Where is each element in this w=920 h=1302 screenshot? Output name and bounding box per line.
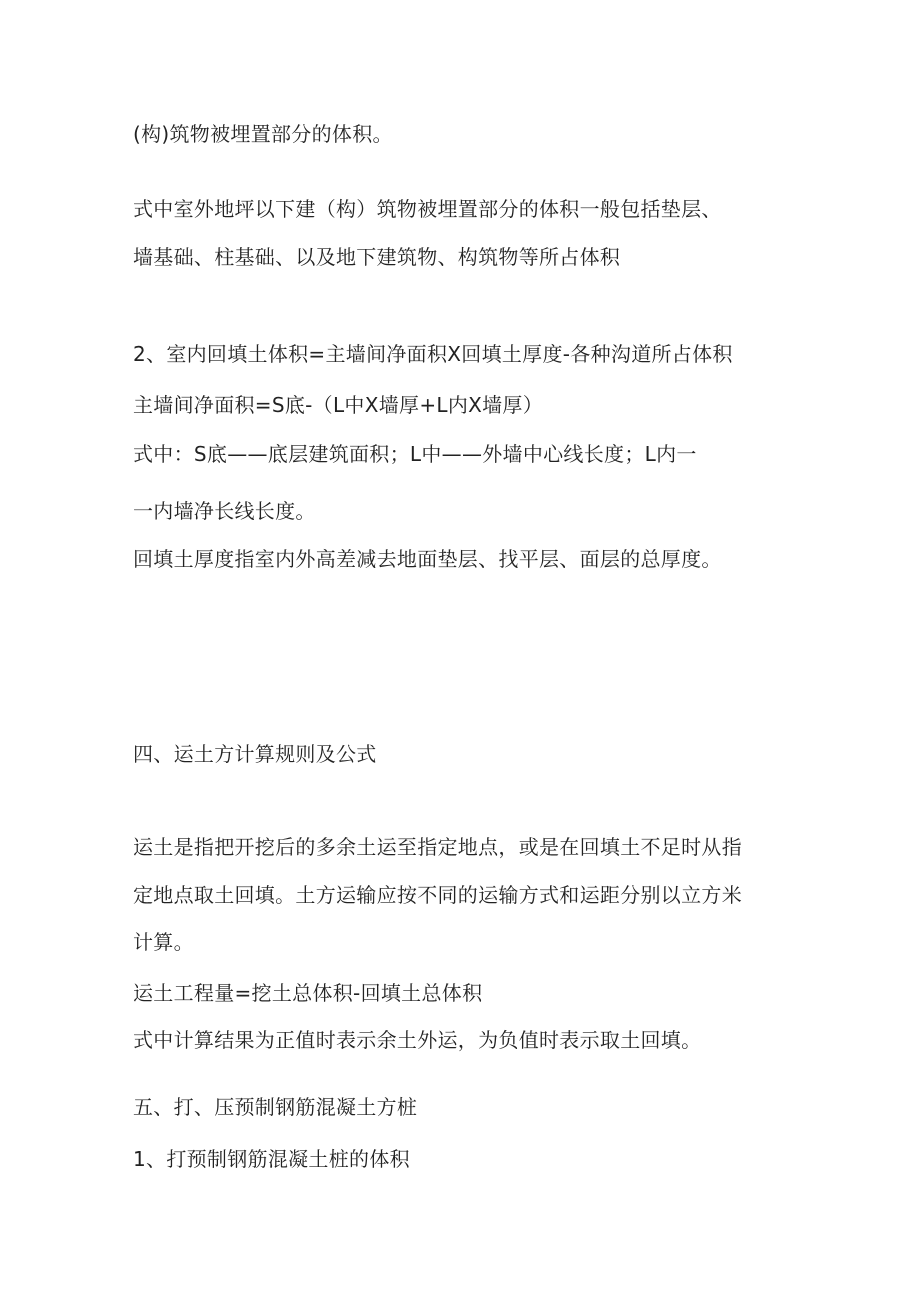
- text-line-transport-description-cont: 定地点取土回填。土方运输应按不同的运输方式和运距分别以立方米: [133, 883, 742, 907]
- text-line-transport-description: 运土是指把开挖后的多余土运至指定地点，或是在回填土不足时从指: [133, 835, 742, 859]
- text-line-definitions: 式中：S底——底层建筑面积；L中——外墙中心线长度；L内一: [133, 442, 697, 466]
- text-line-transport-description-end: 计算。: [133, 930, 194, 954]
- section-heading-precast-piles: 五、打、压预制钢筋混凝土方桩: [133, 1095, 418, 1119]
- text-line-formula-note-cont: 墙基础、柱基础、以及地下建筑物、构筑物等所占体积: [133, 245, 621, 269]
- text-line-transport-formula: 运土工程量=挖土总体积-回填土总体积: [133, 981, 483, 1005]
- text-line-net-area-formula: 主墙间净面积=S底-（L中X墙厚+L内X墙厚）: [133, 393, 544, 417]
- text-line-transport-formula-note: 式中计算结果为正值时表示余土外运，为负值时表示取土回填。: [133, 1028, 702, 1052]
- text-line-continuation: (构)筑物被埋置部分的体积。: [133, 122, 393, 146]
- section-heading-earth-transport: 四、运土方计算规则及公式: [133, 742, 377, 766]
- text-line-indoor-backfill-formula: 2、室内回填土体积=主墙间净面积X回填土厚度-各种沟道所占体积: [133, 342, 733, 366]
- text-line-definitions-cont: 一内墙净长线长度。: [133, 499, 316, 523]
- text-line-formula-note: 式中室外地坪以下建（构）筑物被埋置部分的体积一般包括垫层、: [133, 197, 722, 221]
- text-line-backfill-thickness: 回填土厚度指室内外高差减去地面垫层、找平层、面层的总厚度。: [133, 547, 722, 571]
- subsection-heading-pile-volume: 1、打预制钢筋混凝土桩的体积: [133, 1147, 410, 1171]
